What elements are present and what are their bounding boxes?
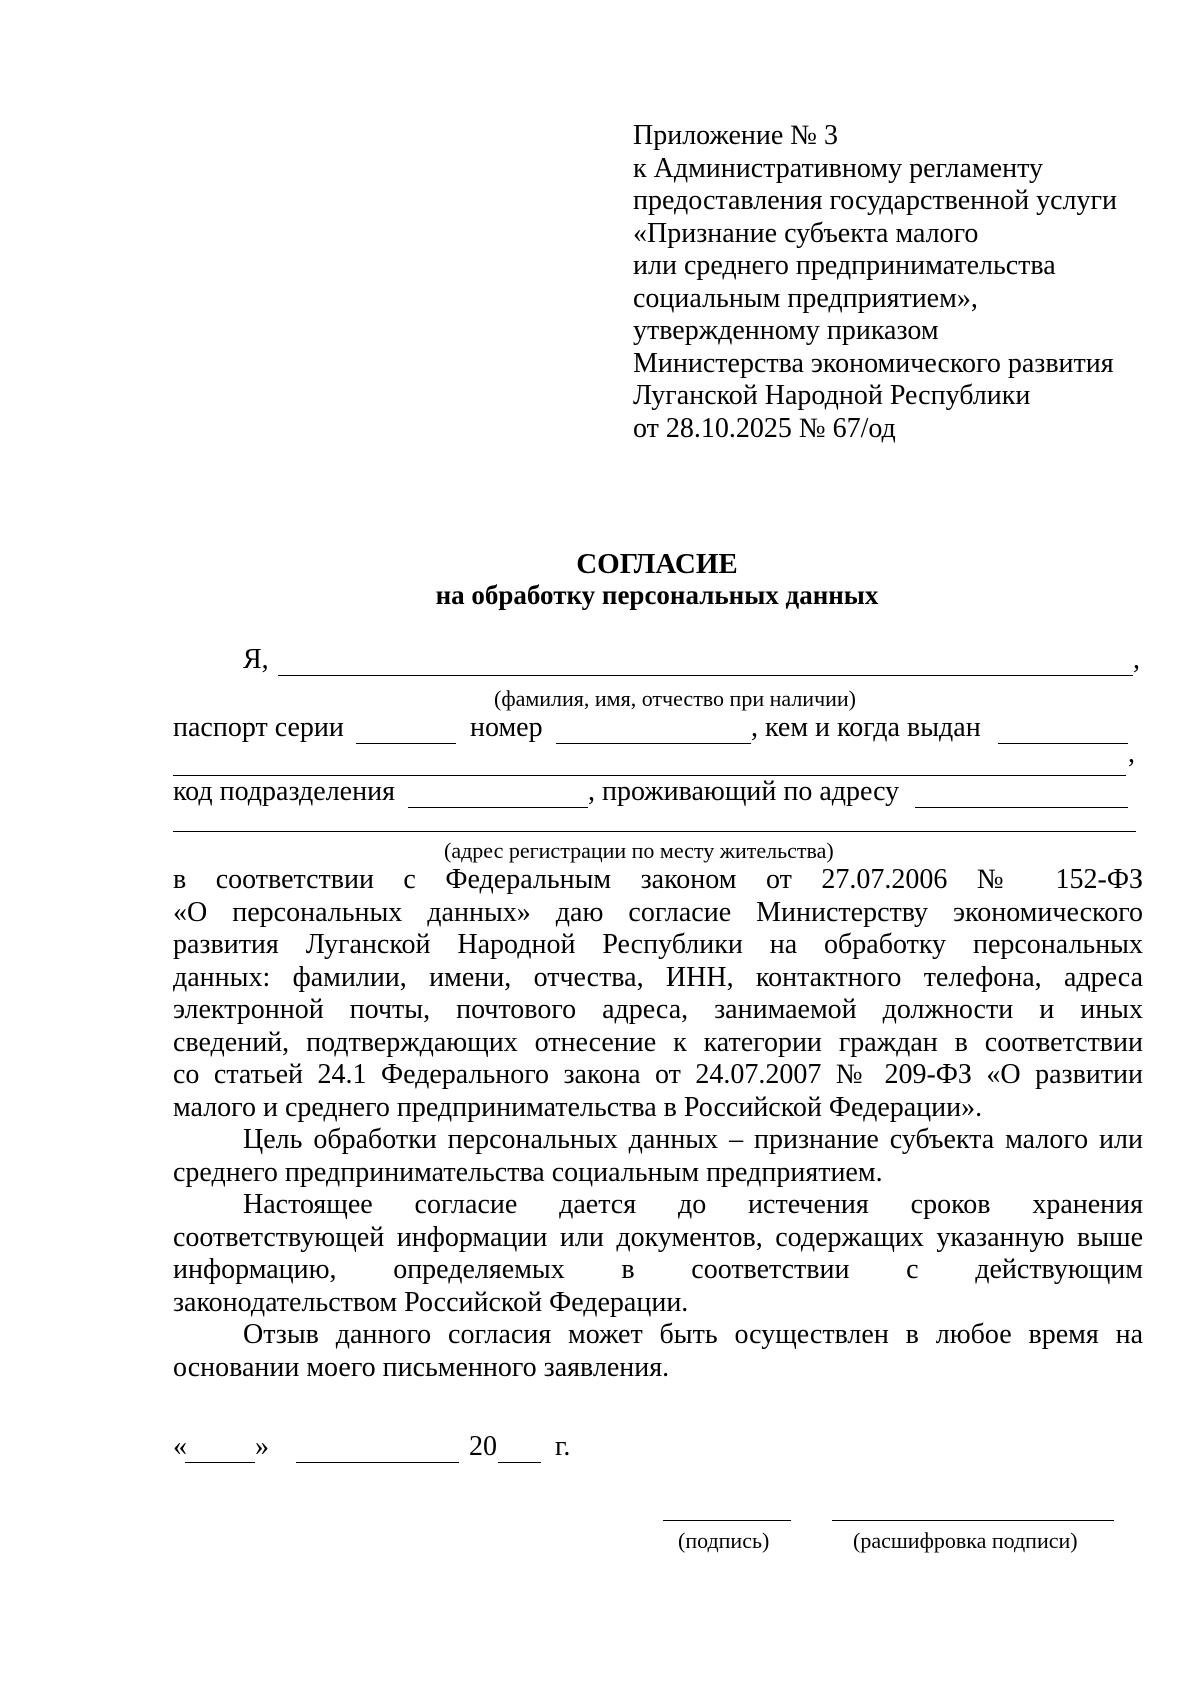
date-year-suffix: г. [555, 1431, 571, 1462]
address-caption: (адрес регистрации по месту жительства) [444, 838, 834, 863]
paragraph-line: среднего предпринимательства социальным предприятием. [173, 1156, 883, 1188]
paragraph-line: законодательством Российской Федерации. [173, 1286, 689, 1318]
i-label: Я, [243, 644, 269, 675]
date-open-quote: « [173, 1431, 187, 1462]
address-continuation-field[interactable] [173, 831, 1136, 832]
appendix-line: Министерства экономического развития [633, 347, 1114, 379]
paragraph-line: информацию, определяемых в соответствии с действующим [173, 1254, 1143, 1285]
fio-row [173, 640, 1143, 680]
address-continuation-row [173, 796, 1143, 836]
signature-caption: (подпись) [678, 1528, 770, 1553]
revocation-paragraph [173, 1319, 1143, 1384]
date-month-field[interactable] [296, 1462, 459, 1463]
document-title: СОГЛАСИЕ [576, 548, 738, 580]
comma: , [1128, 738, 1135, 769]
appendix-header [633, 120, 1117, 445]
issued-by-label: , кем и когда выдан [751, 712, 981, 743]
date-year-field[interactable] [498, 1462, 541, 1463]
consent-paragraph [173, 864, 1143, 1124]
appendix-line: Приложение № 3 [633, 120, 838, 151]
paragraph-line: данных: фамилии, имени, отчества, ИНН, контактного телефона, адреса [173, 961, 1143, 993]
fio-field[interactable] [278, 675, 1133, 676]
paragraph-line: Настоящее согласие дается до истечения сроков хранения [243, 1189, 1143, 1220]
paragraph-line: электронной почты, почтового адреса, занимаемой должности и иных [173, 994, 1143, 1025]
appendix-line: Луганской Народной Республики [633, 380, 1031, 411]
paragraph-line: в соответствии с Федеральным законом от 27.07.2006 № 152-ФЗ [173, 864, 1143, 895]
signature-decoding-field[interactable] [832, 1520, 1114, 1521]
date-year-prefix: 20 [469, 1431, 497, 1462]
validity-paragraph [173, 1189, 1143, 1319]
date-day-field[interactable] [185, 1462, 255, 1463]
comma: , [1133, 644, 1140, 675]
purpose-paragraph [173, 1124, 1143, 1189]
document-subtitle: на обработку персональных данных [435, 580, 879, 610]
subdivision-code-label: код подразделения [173, 776, 395, 807]
residing-label: , проживающий по адресу [588, 776, 900, 807]
appendix-line: или среднего предпринимательства [633, 250, 1056, 281]
paragraph-line: «О персональных данных» даю согласие Министерству экономического [173, 896, 1143, 928]
paragraph-line: Цель обработки персональных данных – признание субъекта малого или [243, 1124, 1143, 1155]
paragraph-line: Отзыв данного согласия может быть осуществлен в любое время на [243, 1319, 1143, 1350]
appendix-line: предоставления государственной услуги [633, 185, 1117, 216]
date-close-quote: » [255, 1431, 269, 1462]
signature-field[interactable] [663, 1520, 791, 1521]
signature-decoding-caption: (расшифровка подписи) [853, 1528, 1078, 1553]
fio-caption: (фамилия, имя, отчество при наличии) [494, 686, 857, 711]
paragraph-line: со статьей 24.1 Федерального закона от 24.07.2007 № 209-ФЗ «О развитии [173, 1059, 1143, 1090]
date-row [173, 1427, 623, 1467]
paragraph-line: малого и среднего предпринимательства в Российской Федерации». [173, 1091, 983, 1123]
paragraph-line: соответствующей информации или документов, содержащих указанную выше [173, 1221, 1143, 1253]
appendix-line: от 28.10.2025 № 67/од [633, 412, 896, 444]
paragraph-line: основании моего письменного заявления. [173, 1351, 670, 1383]
paragraph-line: развития Луганской Народной Республики на обработку персональных [173, 929, 1143, 960]
appendix-line: «Признание субъекта малого [633, 217, 979, 249]
paragraph-line: сведений, подтверждающих отнесение к категории граждан в соответствии [173, 1026, 1143, 1058]
passport-number-label: номер [470, 712, 543, 743]
appendix-line: социальным предприятием», [633, 282, 978, 314]
passport-series-label: паспорт серии [173, 712, 344, 743]
appendix-line: утвержденному приказом [633, 315, 939, 346]
appendix-line: к Административному регламенту [633, 152, 1043, 184]
